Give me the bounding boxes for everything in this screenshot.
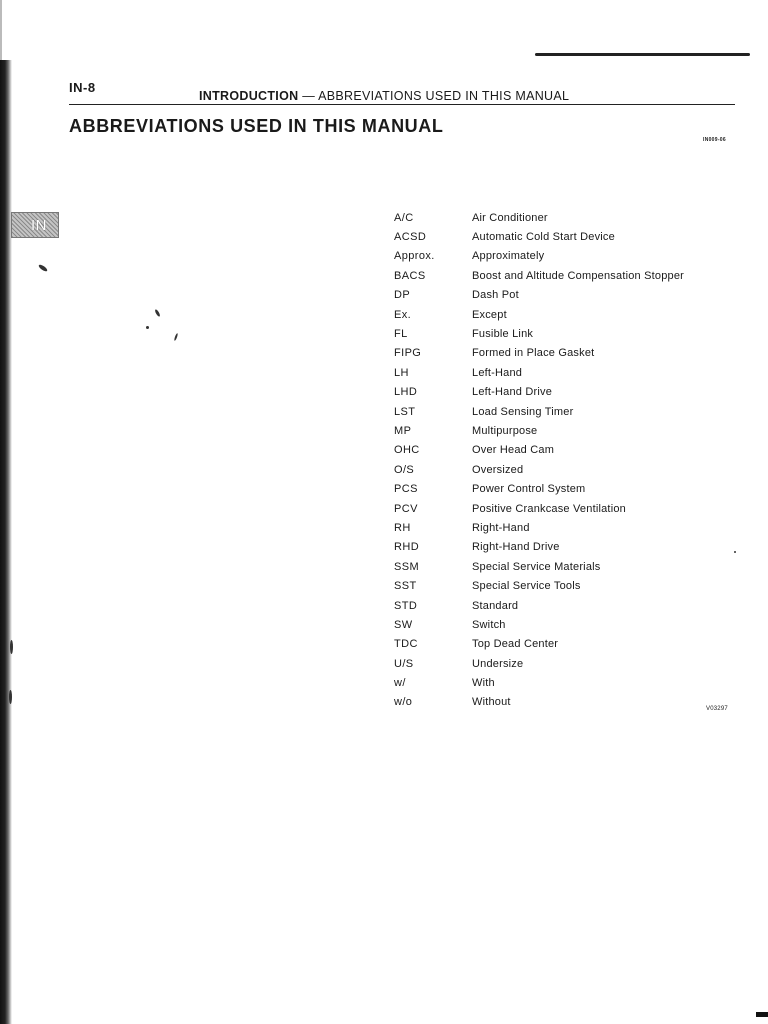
scan-speck — [154, 309, 161, 317]
abbreviation-row — [394, 654, 734, 673]
abbreviation-term: LHD — [394, 386, 418, 399]
abbreviation-definition: Approximately — [472, 250, 545, 263]
abbreviation-term: SW — [394, 618, 413, 631]
abbreviation-definition: Multipurpose — [472, 424, 538, 437]
abbreviation-row — [394, 421, 734, 440]
abbreviation-term: w/ — [394, 677, 406, 690]
abbreviation-row — [394, 402, 734, 421]
top-decorative-rule — [535, 53, 750, 56]
abbreviation-term: MP — [394, 424, 412, 437]
abbreviation-row — [394, 479, 734, 498]
abbreviation-definition: Boost and Altitude Compensation Stopper — [472, 269, 685, 282]
abbreviation-row — [394, 576, 734, 595]
scan-speck — [38, 263, 48, 272]
abbreviation-definition: Positive Crankcase Ventilation — [472, 502, 626, 515]
abbreviation-definition: Automatic Cold Start Device — [472, 231, 615, 244]
abbreviation-row — [394, 208, 734, 227]
abbreviation-row — [394, 324, 734, 343]
binding-edge-top — [0, 0, 2, 60]
scan-speck — [146, 326, 149, 329]
abbreviation-term: U/S — [394, 657, 414, 670]
page-title: ABBREVIATIONS USED IN THIS MANUAL — [69, 116, 444, 136]
abbreviation-term: RH — [394, 521, 411, 534]
abbreviation-term: PCV — [394, 502, 418, 515]
abbreviation-definition: Load Sensing Timer — [472, 405, 574, 418]
abbreviation-definition: Special Service Tools — [472, 580, 581, 593]
figure-code: V03297 — [706, 706, 728, 712]
scan-speck — [734, 551, 736, 553]
abbreviation-row — [394, 266, 734, 285]
abbreviation-definition: Formed in Place Gasket — [472, 347, 595, 360]
abbreviation-term: BACS — [394, 269, 426, 282]
scan-speck — [174, 333, 179, 341]
corner-mark — [756, 1012, 768, 1017]
abbreviation-row — [394, 596, 734, 615]
abbreviation-row — [394, 227, 734, 246]
scan-binding-edge — [0, 60, 12, 1024]
abbreviation-term: TDC — [394, 638, 418, 651]
abbreviation-definition: Top Dead Center — [472, 638, 559, 651]
abbreviation-row — [394, 305, 734, 324]
abbreviation-definition: Switch — [472, 618, 506, 631]
abbreviation-row — [394, 363, 734, 382]
header-rule — [69, 104, 735, 105]
page-number: IN-8 — [69, 80, 96, 95]
abbreviation-term: O/S — [394, 463, 415, 476]
section-separator: — — [298, 89, 319, 103]
abbreviation-term: RHD — [394, 541, 420, 554]
abbreviation-list — [394, 208, 734, 712]
abbreviation-row — [394, 460, 734, 479]
side-tab-label: IN — [31, 217, 47, 234]
abbreviation-row — [394, 499, 734, 518]
scan-speck — [10, 640, 13, 654]
abbreviation-definition: Left-Hand Drive — [472, 386, 553, 399]
abbreviation-definition: Except — [472, 308, 507, 321]
abbreviation-term: SST — [394, 580, 417, 593]
abbreviation-row — [394, 383, 734, 402]
abbreviation-term: STD — [394, 599, 418, 612]
abbreviation-definition: Undersize — [472, 657, 524, 670]
abbreviation-term: FIPG — [394, 347, 422, 360]
abbreviation-definition: Standard — [472, 599, 519, 612]
abbreviation-term: LH — [394, 366, 409, 379]
abbreviation-row — [394, 615, 734, 634]
abbreviation-definition: Special Service Materials — [472, 560, 601, 573]
abbreviation-term: DP — [394, 289, 411, 302]
abbreviation-row — [394, 344, 734, 363]
abbreviation-definition: Oversized — [472, 463, 524, 476]
abbreviation-definition: Dash Pot — [472, 289, 519, 302]
abbreviation-definition: Power Control System — [472, 483, 586, 496]
abbreviation-definition: Without — [472, 696, 511, 709]
abbreviation-term: w/o — [394, 696, 413, 709]
abbreviation-term: SSM — [394, 560, 420, 573]
abbreviation-row — [394, 247, 734, 266]
abbreviation-term: PCS — [394, 483, 418, 496]
abbreviation-term: Ex. — [394, 308, 412, 321]
abbreviation-row — [394, 693, 734, 712]
abbreviation-term: FL — [394, 328, 408, 341]
section-header — [199, 89, 569, 103]
abbreviation-definition: Over Head Cam — [472, 444, 555, 457]
section-side-tab — [11, 212, 59, 238]
scan-speck — [9, 690, 12, 704]
abbreviation-term: A/C — [394, 211, 414, 224]
abbreviation-row — [394, 673, 734, 692]
abbreviation-term: OHC — [394, 444, 420, 457]
abbreviation-row — [394, 518, 734, 537]
abbreviation-definition: Air Conditioner — [472, 211, 548, 224]
abbreviation-row — [394, 441, 734, 460]
abbreviation-row — [394, 538, 734, 557]
abbreviation-definition: Right-Hand Drive — [472, 541, 560, 554]
abbreviation-definition: Fusible Link — [472, 328, 534, 341]
abbreviation-definition: Right-Hand — [472, 521, 530, 534]
abbreviation-row — [394, 557, 734, 576]
section-topic: ABBREVIATIONS USED IN THIS MANUAL — [318, 89, 570, 103]
abbreviation-definition: Left-Hand — [472, 366, 523, 379]
abbreviation-term: LST — [394, 405, 416, 418]
section-name: INTRODUCTION — [199, 89, 299, 103]
abbreviation-term: ACSD — [394, 231, 427, 244]
abbreviation-term: Approx. — [394, 250, 435, 263]
abbreviation-row — [394, 635, 734, 654]
doc-code: IN009-06 — [703, 137, 726, 143]
abbreviation-row — [394, 286, 734, 305]
abbreviation-definition: With — [472, 677, 495, 690]
